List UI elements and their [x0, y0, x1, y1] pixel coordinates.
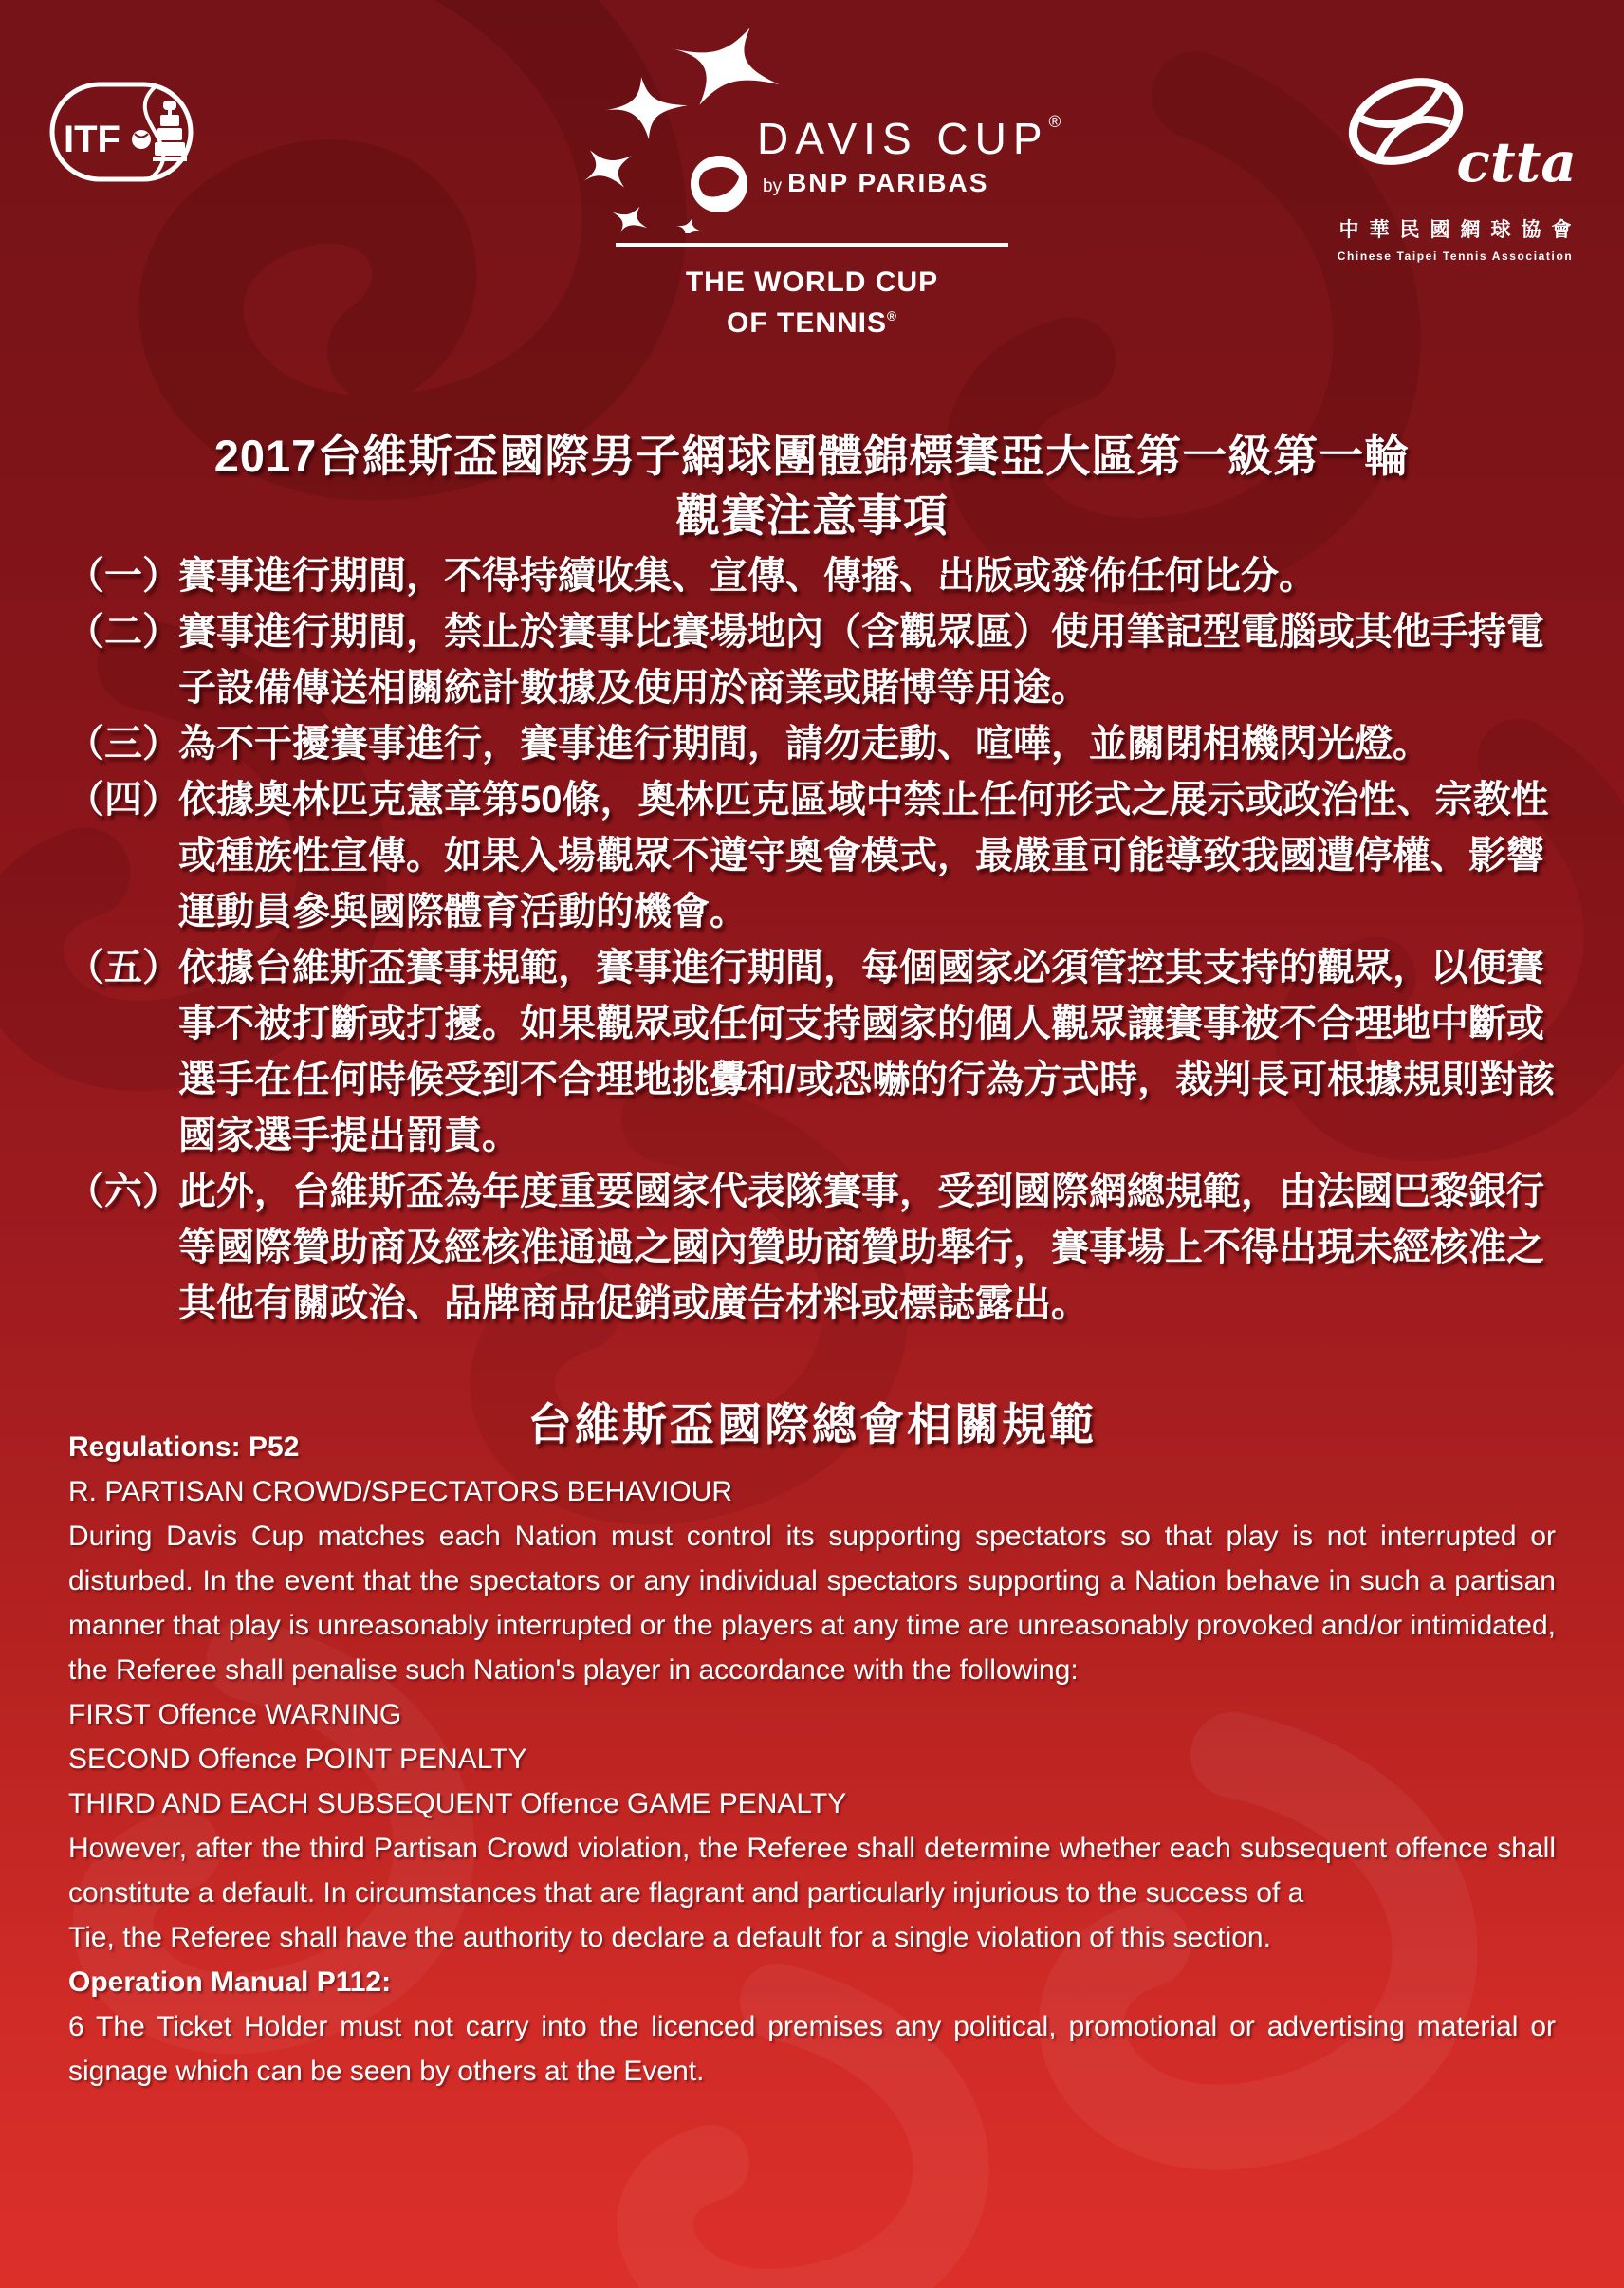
- page-title-line2: 觀賽注意事項: [675, 490, 949, 542]
- regulations-rule-title: R. PARTISAN CROWD/SPECTATORS BEHAVIOUR: [68, 1476, 733, 1507]
- tagline-block: [616, 243, 1008, 341]
- ctta-logo: [1313, 55, 1597, 263]
- regulations-paragraph-1: During Davis Cup matches each Nation must control its supporting spectators so that play is not interrupted or disturbed. In the event that the spectators or any individual spectators supporting a Nation behave in such a partisan manner that play is unreasonably interrupted or the players at any time are unreasonably provoked and/or intimidated, the Referee shall penalise such Nation's player in accordance with the following:: [68, 1521, 1556, 1686]
- rule-item-6: [66, 1164, 1558, 1332]
- ctta-chinese-name: 中華民國網球協會: [1338, 219, 1582, 241]
- itf-logo: [49, 82, 194, 187]
- rule-item-4: [66, 772, 1558, 940]
- spectator-rules-list: [66, 548, 1558, 1332]
- tagline-line1: THE WORLD CUP: [685, 267, 939, 298]
- offence-line-first: FIRST Offence WARNING: [68, 1699, 402, 1730]
- bnp-paribas-wordmark: [757, 168, 1061, 198]
- ctta-english-name: Chinese Taipei Tennis Association: [1337, 249, 1574, 263]
- davis-cup-wordmark: [757, 112, 1061, 164]
- regulations-english-block: [68, 1425, 1556, 2094]
- regulations-paragraph-3: Tie, the Referee shall have the authority to declare a default for a single violation of this section.: [68, 1922, 1271, 1953]
- davis-cup-logo: [575, 25, 1061, 233]
- rule-item-3: [66, 716, 1558, 772]
- itf-logo-text: ITF: [64, 119, 120, 160]
- itf-davis-cup-trophy-icon: [49, 82, 194, 182]
- rule-text: 依據台維斯盃賽事規範，賽事進行期間，每個國家必須管控其支持的觀眾，以便賽事不被打斷或打擾。如果觀眾或任何支持國家的個人觀眾讓賽事被不合理地中斷或選手在任何時候受到不合理地挑釁和/或恐嚇的行為方式時，裁判長可根據規則對該國家選手提出罰責。: [178, 947, 1556, 1156]
- rule-number: （一）: [66, 555, 180, 597]
- offence-line-second: SECOND Offence POINT PENALTY: [68, 1744, 527, 1775]
- tagline-line2-text: OF TENNIS: [727, 307, 888, 339]
- regulations-page-label: Regulations: P52: [68, 1431, 300, 1463]
- rule-number: （四）: [66, 779, 180, 821]
- rule-text: 賽事進行期間，不得持續收集、宣傳、傳播、出版或發佈任何比分。: [178, 555, 1317, 597]
- operation-manual-text: 6 The Ticket Holder must not carry into the licenced premises any political, promotional or advertising material or signage which can be seen by others at the Event.: [68, 2011, 1556, 2087]
- tagline-line2: [616, 300, 1008, 341]
- regulations-paragraph-2: However, after the third Partisan Crowd violation, the Referee shall determine whether each subsequent offence shall constitute a default. In circumstances that are flagrant and particularly injurious to the success of a: [68, 1833, 1556, 1909]
- davis-cup-title-text: DAVIS CUP: [757, 114, 1049, 163]
- rule-text: 為不干擾賽事進行，賽事進行期間，請勿走動、喧嘩，並關閉相機閃光燈。: [178, 723, 1430, 765]
- tagline-registered-mark: ®: [887, 309, 897, 323]
- offence-line-third: THIRD AND EACH SUBSEQUENT Offence GAME PENALTY: [68, 1788, 847, 1819]
- rule-item-1: [66, 548, 1558, 604]
- rule-number: （六）: [66, 1171, 180, 1212]
- ctta-script-wordmark: ctta: [1456, 130, 1577, 194]
- rule-number: （二）: [66, 611, 180, 653]
- rule-item-2: [66, 604, 1558, 716]
- tagline-divider: [616, 243, 1008, 247]
- page-title: [0, 426, 1624, 545]
- rule-text: 依據奧林匹克憲章第50條，奧林匹克區域中禁止任何形式之展示或政治性、宗教性或種族性宣傳。如果入場觀眾不遵守奧會模式，最嚴重可能導致我國遭停權、影響運動員參與國際體育活動的機會。: [178, 779, 1549, 932]
- rule-text: 賽事進行期間，禁止於賽事比賽場地內（含觀眾區）使用筆記型電腦或其他手持電子設備傳送相關統計數據及使用於商業或賭博等用途。: [178, 611, 1544, 709]
- sponsor-name-text: BNP PARIBAS: [787, 168, 989, 197]
- rule-text: 此外，台維斯盃為年度重要國家代表隊賽事，受到國際網總規範，由法國巴黎銀行等國際贊助商及經核准通過之國內贊助商贊助舉行，賽事場上不得出現未經核准之其他有關政治、品牌商品促銷或廣告材料或標誌露出。: [178, 1171, 1544, 1324]
- operation-manual-label: Operation Manual P112:: [68, 1966, 392, 1998]
- rule-number: （三）: [66, 723, 180, 765]
- regulations-section-heading: 台維斯盃國際總會相關規範: [527, 1399, 1097, 1449]
- rule-item-5: [66, 940, 1558, 1164]
- page-title-line1: 2017台維斯盃國際男子網球團體錦標賽亞大區第一級第一輪: [213, 431, 1411, 482]
- davis-cup-registered-mark: ®: [1048, 112, 1061, 131]
- by-text: by: [763, 176, 783, 196]
- rule-number: （五）: [66, 947, 180, 988]
